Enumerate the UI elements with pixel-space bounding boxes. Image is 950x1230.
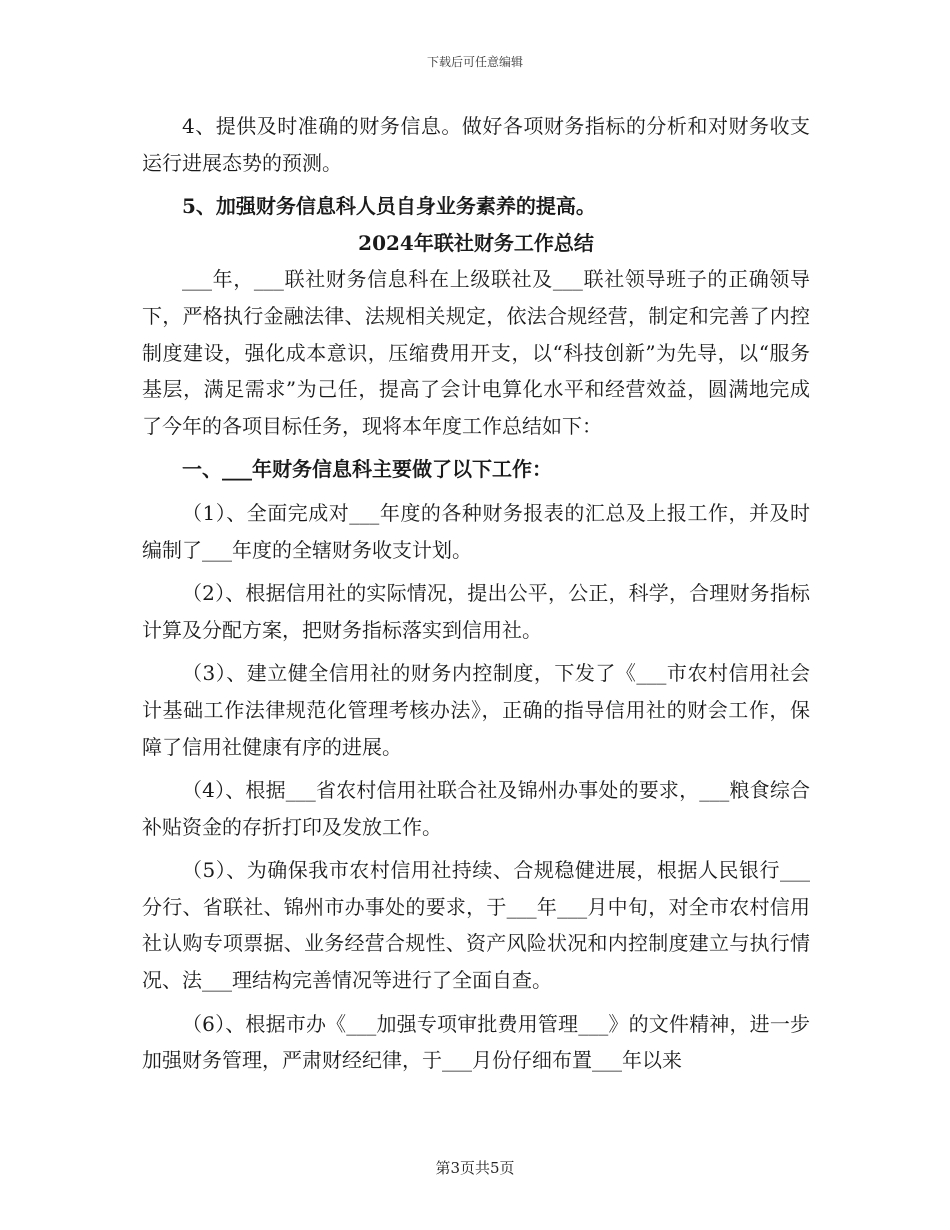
page-header: 下载后可任意编辑: [426, 55, 523, 69]
document-title: 2024年联社财务工作总结: [358, 230, 594, 255]
paragraph-work-6: （6）、根据市办《___加强专项审批费用管理___》的文件精神，进一步加强财务管理，严肃财经纪律，于___月份仔细布置___年以来: [142, 1011, 810, 1073]
page-footer: 第3页共5页: [435, 1159, 515, 1177]
paragraph-work-1: （1）、全面完成对___年度的各种财务报表的汇总及上报工作，并及时编制了___年度的全辖财务收支计划。: [142, 500, 810, 562]
paragraph-item-5: 5、加强财务信息科人员自身业务素养的提高。: [182, 194, 596, 219]
paragraph-work-3: （3）、建立健全信用社的财务内控制度，下发了《___市农村信用社会计基础工作法律规范化管理考核办法》，正确的指导信用社的财会工作，保障了信用社健康有序的进展。: [142, 661, 810, 759]
paragraph-intro: ___年，___联社财务信息科在上级联社及___联社领导班子的正确领导下，严格执行金融法律、法规相关规定，依法合规经营，制定和完善了内控制度建设，强化成本意识，压缩费用开支，以“科技创新”为先导，以“服务基层，满足需求”为己任，提高了会计电算化水平和经营效益，圆满地完成了今年的各项目标任务，现将本年度工作总结如下：: [142, 267, 810, 438]
paragraph-work-5: （5）、为确保我市农村信用社持续、合规稳健进展，根据人民银行___分行、省联社、锦州市办事处的要求，于___年___月中旬，对全市农村信用社认购专项票据、业务经营合规性、资产风险状况和内控制度建立与执行情况、法___理结构完善情况等进行了全面自查。: [142, 858, 810, 993]
paragraph-work-4: （4）、根据___省农村信用社联合社及锦州办事处的要求，___粮食综合补贴资金的存折打印及发放工作。: [142, 778, 810, 839]
document-body: [142, 108, 810, 1079]
paragraph-work-2: （2）、根据信用社的实际情况，提出公平，公正，科学，合理财务指标计算及分配方案，把财务指标落实到信用社。: [142, 581, 810, 642]
section-heading-1: 一、___年财务信息科主要做了以下工作：: [182, 457, 552, 482]
paragraph-item-4: 4、提供及时准确的财务信息。做好各项财务指标的分析和对财务收支运行进展态势的预测。: [142, 114, 810, 175]
